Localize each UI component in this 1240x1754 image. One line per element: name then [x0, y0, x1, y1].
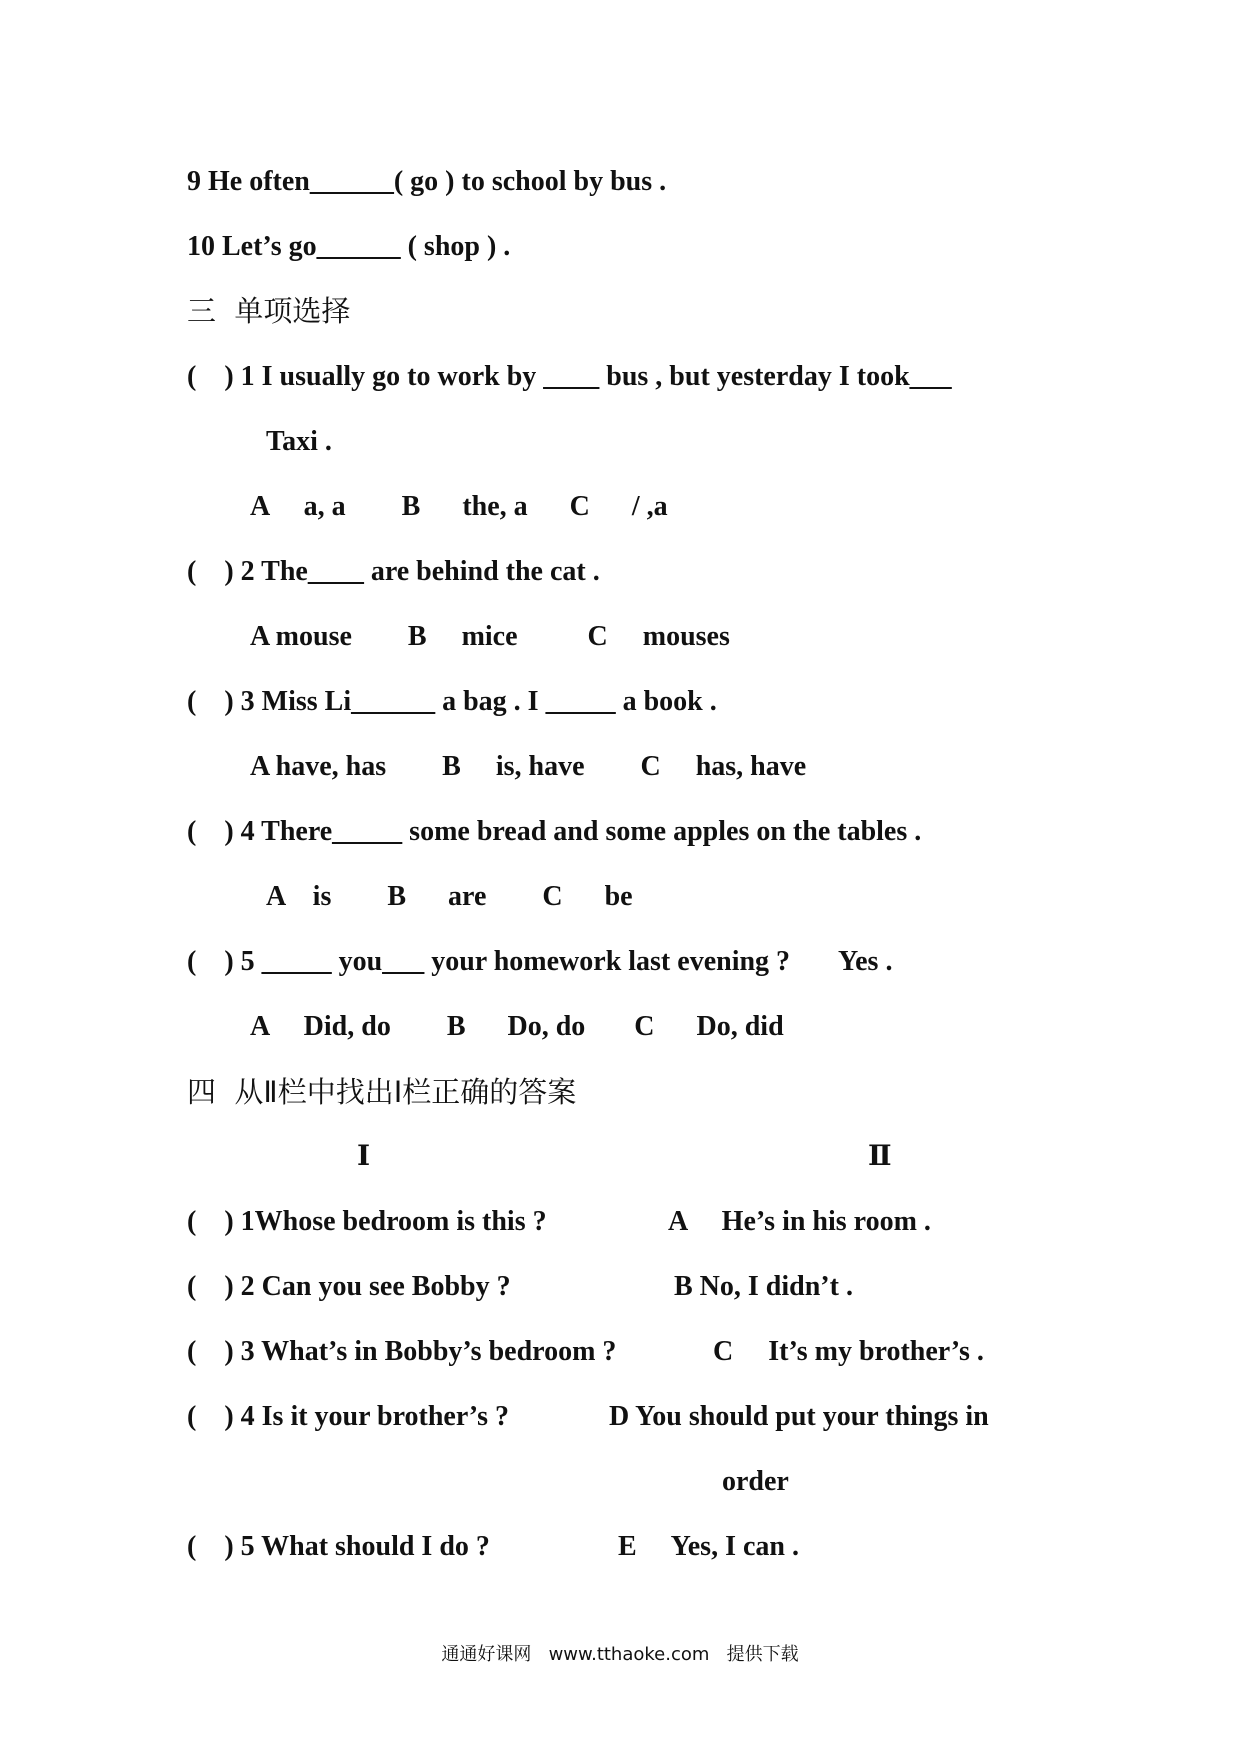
- match-question-4: ( ) 4 Is it your brother’s ?: [187, 1401, 509, 1432]
- fill-in-10: 10 Let’s go______ ( shop ) .: [187, 231, 511, 262]
- match-answer-e: E Yes, I can .: [618, 1531, 799, 1562]
- q3-stem: ( ) 3 Miss Li______ a bag . I _____ a book .: [187, 686, 717, 717]
- match-answer-d: D You should put your things in: [609, 1401, 989, 1432]
- q2-options: A mouse B mice C mouses: [250, 621, 730, 652]
- match-question-3: ( ) 3 What’s in Bobby’s bedroom ?: [187, 1336, 617, 1367]
- fill-in-9: 9 He often______( go ) to school by bus .: [187, 166, 667, 197]
- match-answer-b: B No, I didn’t .: [674, 1271, 853, 1302]
- match-question-5: ( ) 5 What should I do ?: [187, 1531, 490, 1562]
- q1-stem: ( ) 1 I usually go to work by ____ bus , but yesterday I took___: [187, 361, 952, 392]
- q1-stem-cont: Taxi .: [266, 426, 332, 457]
- match-answer-d-cont: order: [722, 1466, 789, 1497]
- section3-heading: 三 单项选择: [187, 294, 351, 328]
- match-answer-a: A He’s in his room .: [668, 1206, 931, 1237]
- match-answer-c: C It’s my brother’s .: [713, 1336, 984, 1367]
- column-1-label: Ⅰ: [357, 1141, 371, 1172]
- match-question-1: ( ) 1Whose bedroom is this ?: [187, 1206, 547, 1237]
- page-footer: 通通好课网 www.tthaoke.com 提供下载: [441, 1644, 799, 1665]
- match-question-2: ( ) 2 Can you see Bobby ?: [187, 1271, 511, 1302]
- q5-options: A Did, do B Do, do C Do, did: [250, 1011, 784, 1042]
- q3-options: A have, has B is, have C has, have: [250, 751, 807, 782]
- section4-heading: 四 从Ⅱ栏中找出Ⅰ栏正确的答案: [187, 1075, 577, 1109]
- q5-stem: ( ) 5 _____ you___ your homework last evening ? Yes .: [187, 946, 893, 977]
- q2-stem: ( ) 2 The____ are behind the cat .: [187, 556, 600, 587]
- q4-stem: ( ) 4 There_____ some bread and some apples on the tables .: [187, 816, 922, 847]
- q1-options: A a, a B the, a C / ,a: [250, 491, 668, 522]
- column-2-label: Ⅱ: [868, 1141, 892, 1172]
- q4-options: A is B are C be: [266, 881, 633, 912]
